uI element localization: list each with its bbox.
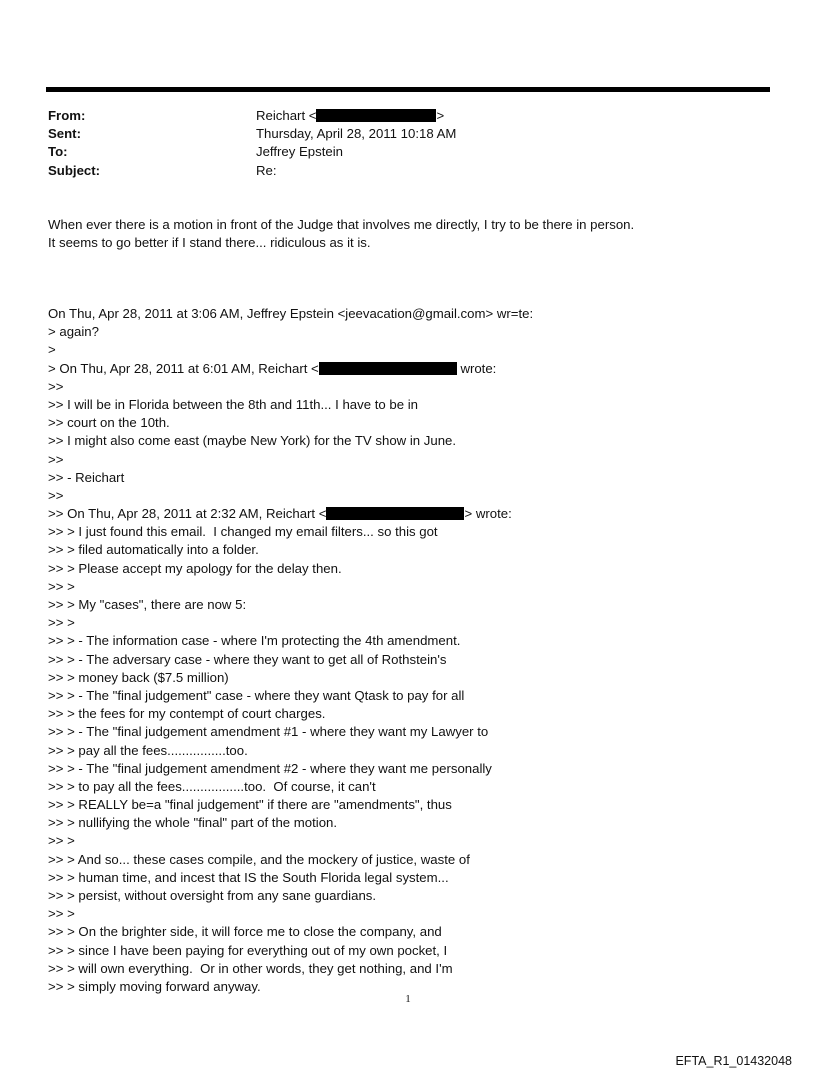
quote-line: >> > (48, 906, 75, 922)
quoted-thread (48, 305, 768, 996)
quote-line: > (48, 342, 56, 358)
quote-line: >> - Reichart (48, 469, 125, 485)
quote-intro: On Thu, Apr 28, 2011 at 3:06 AM, Jeffrey Epstein <jeevacation@gmail.com> wr=te: (48, 306, 534, 321)
quote-line: >> > human time, and incest that IS the South Florida legal system... (48, 869, 449, 885)
sent-value: Thursday, April 28, 2011 10:18 AM (256, 126, 457, 142)
quote-line: >> > pay all the fees................too. (48, 742, 248, 758)
quote-line: >> > On the brighter side, it will force me to close the company, and (48, 924, 442, 940)
quote-line: >> > (48, 833, 75, 849)
quote-line: >> > - The "final judgement amendment #1 - where they want my Lawyer to (48, 724, 489, 740)
sent-label: Sent: (48, 126, 81, 142)
quote-line: >> > My "cases", there are now 5: (48, 597, 247, 612)
from-name: Reichart < (256, 108, 317, 123)
quote-line: >> (48, 451, 64, 467)
quote-line: >> > persist, without oversight from any sane guardians. (48, 888, 377, 903)
quote-line: >> > nullifying the whole "final" part of the motion. (48, 815, 338, 831)
quote-line: >> I will be in Florida between the 8th and 11th... I have to be in (48, 396, 418, 412)
redaction-block (316, 109, 436, 122)
quote-line: >> > I just found this email. I changed my email filters... so this got (48, 524, 438, 540)
quote-line: >> > (48, 615, 75, 631)
quote-line: >> > filed automatically into a folder. (48, 542, 259, 558)
subject-label: Subject: (48, 162, 101, 178)
to-row (48, 143, 456, 161)
quote-line: >> > Please accept my apology for the delay then. (48, 560, 342, 576)
body-line: It seems to go better if I stand there... ridiculous as it is. (48, 235, 371, 251)
redaction-block (319, 362, 457, 375)
quote-line (48, 505, 768, 523)
quote-line: >> > to pay all the fees.................too. Of course, it can't (48, 778, 376, 794)
quote-line-text: wrote: (460, 360, 497, 376)
quote-line: >> > since I have been paying for everything out of my own pocket, I (48, 942, 448, 958)
to-label: To: (48, 144, 68, 160)
quote-line: >> > will own everything. Or in other words, they get nothing, and I'm (48, 960, 453, 976)
from-label: From: (48, 108, 86, 123)
page-number: 1 (405, 993, 411, 1005)
quote-line (48, 360, 768, 378)
from-value (256, 107, 444, 125)
quote-line: >> > (48, 578, 75, 594)
subject-row (48, 162, 456, 180)
quote-line: >> (48, 378, 64, 394)
quote-line: >> > And so... these cases compile, and the mockery of justice, waste of (48, 851, 470, 867)
quote-line: >> > - The adversary case - where they want to get all of Rothstein's (48, 651, 447, 667)
quote-line: >> court on the 10th. (48, 415, 170, 431)
quote-line: >> I might also come east (maybe New York) for the TV show in June. (48, 433, 457, 449)
quote-line: >> (48, 487, 64, 503)
document-id: EFTA_R1_01432048 (675, 1054, 792, 1068)
sent-row (48, 125, 456, 143)
quote-line-text: > wrote: (464, 506, 512, 522)
quote-line-text: > On Thu, Apr 28, 2011 at 6:01 AM, Reichart < (48, 360, 319, 376)
subject-value: Re: (256, 162, 277, 178)
email-body (48, 216, 768, 252)
quote-line: >> > - The "final judgement amendment #2 - where they want me personally (48, 760, 492, 776)
quote-rest (48, 523, 768, 996)
body-line: When ever there is a motion in front of the Judge that involves me directly, I try to be there in person. (48, 217, 635, 232)
from-row (48, 107, 456, 125)
quote-line: >> > REALLY be=a "final judgement" if there are "amendments", thus (48, 797, 452, 813)
quote-line-text: >> On Thu, Apr 28, 2011 at 2:32 AM, Reichart < (48, 506, 327, 522)
from-close-bracket: > (436, 108, 445, 123)
redaction-block (326, 507, 464, 520)
quote-line: >> > - The information case - where I'm protecting the 4th amendment. (48, 633, 461, 649)
header-divider (46, 87, 770, 92)
quote-line: >> > - The "final judgement" case - where they want Qtask to pay for all (48, 687, 465, 703)
quote-line: >> > simply moving forward anyway. (48, 978, 261, 994)
to-value: Jeffrey Epstein (256, 144, 343, 160)
quote-line: >> > money back ($7.5 million) (48, 669, 229, 685)
email-header (48, 107, 456, 180)
quote-line: > again? (48, 324, 99, 340)
quote-line: >> > the fees for my contempt of court charges. (48, 706, 326, 722)
